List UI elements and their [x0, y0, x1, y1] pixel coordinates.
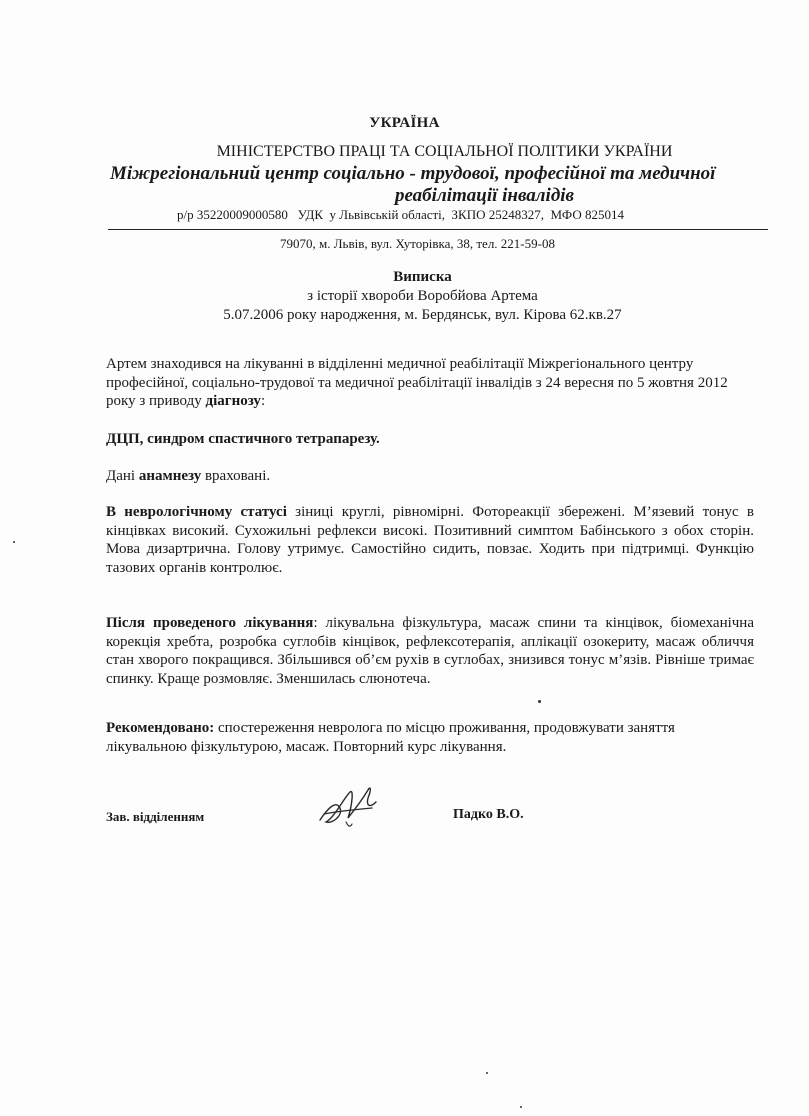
paragraph-neuro-status-text: зіниці круглі, рівномірні. Фотореакції збережені. М’язевий тонус в кінцівках високий. Сухожильні рефлекси високі. Позитивний симптом Бабінського з обох сторін. Мова дизартрична. Голову утримує. Самостійно сидить, повзає. Ходить при підтримці. Функцію тазових органів контролює.	[106, 504, 754, 576]
header-bank-details: р/р 35220009000580 УДК у Львівській області, ЗКПО 25248327, МФО 825014	[177, 207, 624, 222]
handwritten-signature	[310, 778, 390, 838]
header-country: УКРАЇНА	[369, 115, 440, 131]
paragraph-diagnosis: ДЦП, синдром спастичного тетрапарезу.	[106, 431, 380, 447]
scan-speck	[538, 700, 541, 703]
paragraph-treatment-info	[106, 355, 754, 411]
paragraph-anamnesis	[106, 467, 754, 486]
document-title: Виписка	[393, 269, 452, 285]
paragraph-anamnesis-bold: анамнезу	[138, 468, 202, 484]
scan-speck	[520, 1106, 522, 1108]
header-center-name-line1: Міжрегіональний центр соціально - трудової, професійної та медичної	[110, 163, 716, 184]
paragraph-treatment-end: :	[260, 393, 266, 409]
header-address: 79070, м. Львів, вул. Хуторівка, 38, тел. 221-59-08	[280, 236, 555, 251]
signature-name: Падко В.О.	[453, 807, 524, 822]
paragraph-neuro-status-bold: В неврологічному статусі	[106, 504, 287, 520]
paragraph-treatment-bold: діагнозу	[205, 393, 261, 409]
scan-speck	[13, 541, 15, 543]
header-center-name	[110, 163, 770, 207]
scan-speck	[486, 1072, 488, 1074]
paragraph-anamnesis-end: враховані.	[201, 468, 271, 484]
header-center-name-line2: реабілітації інвалідів	[395, 185, 575, 206]
document-subtitle-patient: з історії хвороби Воробйова Артема	[307, 288, 538, 304]
paragraph-treatment-text: Артем знаходився на лікуванні в відділенні медичної реабілітації Міжрегіонального центру професійної, соціально-трудової та медичної реабілітації інвалідів з 24 вересня по 5 жовтня 2012 року з приводу	[106, 356, 728, 409]
paragraph-recommendations-bold: Рекомендовано:	[106, 720, 215, 736]
paragraph-recommendations-text: спостереження невролога по місцю проживання, продовжувати заняття лікувальною фізкультурою, масаж. Повторний курс лікування.	[106, 720, 675, 755]
paragraph-after-treatment-bold: Після проведеного лікування	[106, 615, 314, 631]
paragraph-anamnesis-text: Дані	[106, 468, 139, 484]
signature-label: Зав. відділенням	[106, 809, 205, 824]
document-subtitle-birth-address: 5.07.2006 року народження, м. Бердянськ, вул. Кірова 62.кв.27	[223, 307, 622, 323]
paragraph-neuro-status	[106, 503, 754, 577]
header-ministry: МІНІСТЕРСТВО ПРАЦІ ТА СОЦІАЛЬНОЇ ПОЛІТИКИ УКРАЇНИ	[216, 143, 673, 160]
paragraph-after-treatment-text: : лікувальна фізкультура, масаж спини та кінцівок, біомеханічна корекція хребта, розробка суглобів кінцівок, рефлексотерапія, аплікації озокериту, масаж обличчя стан хворого покращився. Збільшився об’єм рухів в суглобах, знизився тонус м’язів. Рівніше тримає спинку. Краще розмовляє. Зменшилась слюнотеча.	[106, 615, 754, 687]
paragraph-recommendations	[106, 719, 754, 756]
paragraph-after-treatment	[106, 614, 754, 688]
header-divider	[108, 229, 768, 230]
